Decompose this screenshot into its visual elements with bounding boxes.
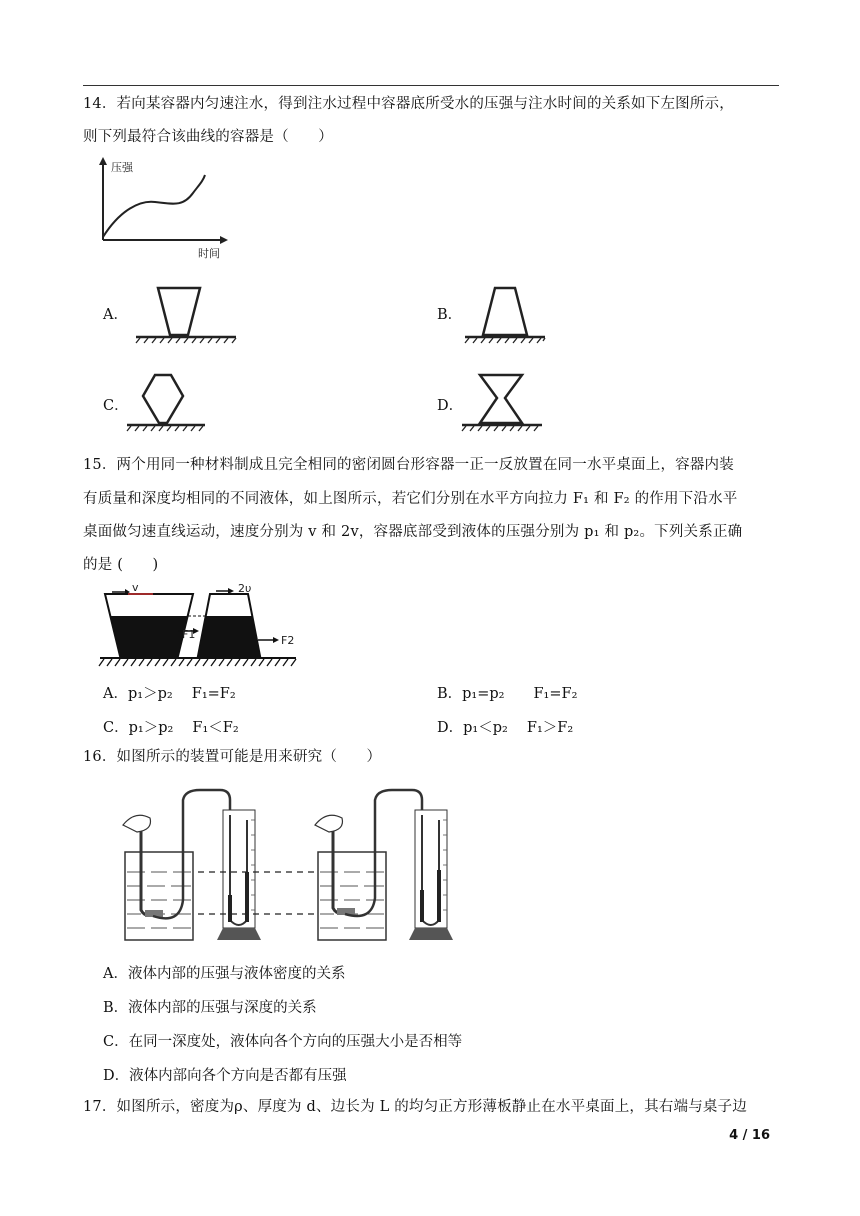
q15-fig-f2: F2	[281, 634, 295, 647]
q16-pressure-gauge-figure	[105, 790, 450, 950]
q15-line3: 桌面做匀速直线运动，速度分别为 v 和 2v，容器底部受到液体的压强分别为 p₁ 和 p₂。下列关系正确	[83, 524, 743, 540]
page-number: 4 / 16	[729, 1128, 770, 1143]
q15-option-d[interactable]: D．p₁＜p₂ F₁＞F₂	[437, 720, 574, 736]
q15-option-a[interactable]: A．p₁＞p₂ F₁=F₂	[103, 686, 236, 702]
q15-containers-figure	[98, 582, 298, 674]
q15-line4: 的是 ( )	[83, 557, 159, 573]
q14-container-d[interactable]	[462, 370, 546, 438]
header-rule	[83, 85, 779, 86]
q15-fig-v2: 2υ	[238, 582, 252, 595]
q16-option-c[interactable]: C．在同一深度处，液体向各个方向的压强大小是否相等	[103, 1034, 463, 1050]
q15-line2: 有质量和深度均相同的不同液体，如上图所示，若它们分别在水平方向拉力 F₁ 和 F₂ 的作用下沿水平	[83, 491, 738, 507]
q14-option-c[interactable]: C．	[103, 398, 129, 414]
q17-line1: 17．如图所示，密度为ρ、厚度为 d、边长为 L 的均匀正方形薄板静止在水平桌面上，其右端与桌子边	[83, 1099, 748, 1115]
q14-container-c[interactable]	[127, 370, 207, 438]
q14-option-d[interactable]: D．	[437, 398, 464, 414]
q14-container-b[interactable]	[465, 285, 547, 345]
q14-line1: 14．若向某容器内匀速注水，得到注水过程中容器底所受水的压强与注水时间的关系如下左图所示，	[83, 96, 734, 112]
q14-container-a[interactable]	[136, 285, 238, 345]
q15-option-b[interactable]: B．p₁=p₂ F₁=F₂	[437, 686, 578, 702]
q16-line1: 16．如图所示的装置可能是用来研究（ ）	[83, 749, 382, 765]
q16-option-a[interactable]: A．液体内部的压强与液体密度的关系	[103, 966, 346, 982]
q15-option-c[interactable]: C．p₁＞p₂ F₁＜F₂	[103, 720, 239, 736]
q14-option-a[interactable]: A．	[103, 307, 128, 323]
q14-graph-xlabel: 时间	[198, 247, 220, 260]
q14-pressure-time-graph	[95, 155, 235, 265]
q15-fig-f1: F1	[182, 628, 196, 641]
q14-graph-ylabel: 压强	[111, 161, 133, 174]
q14-line2: 则下列最符合该曲线的容器是（ ）	[83, 129, 333, 145]
q14-option-b[interactable]: B．	[437, 307, 463, 323]
q16-option-d[interactable]: D．液体内部向各个方向是否都有压强	[103, 1068, 347, 1084]
q15-line1: 15．两个用同一种材料制成且完全相同的密闭圆台形容器一正一反放置在同一水平桌面上，容器内装	[83, 457, 734, 473]
q16-option-b[interactable]: B．液体内部的压强与深度的关系	[103, 1000, 317, 1016]
q15-fig-v1: v	[132, 581, 139, 594]
